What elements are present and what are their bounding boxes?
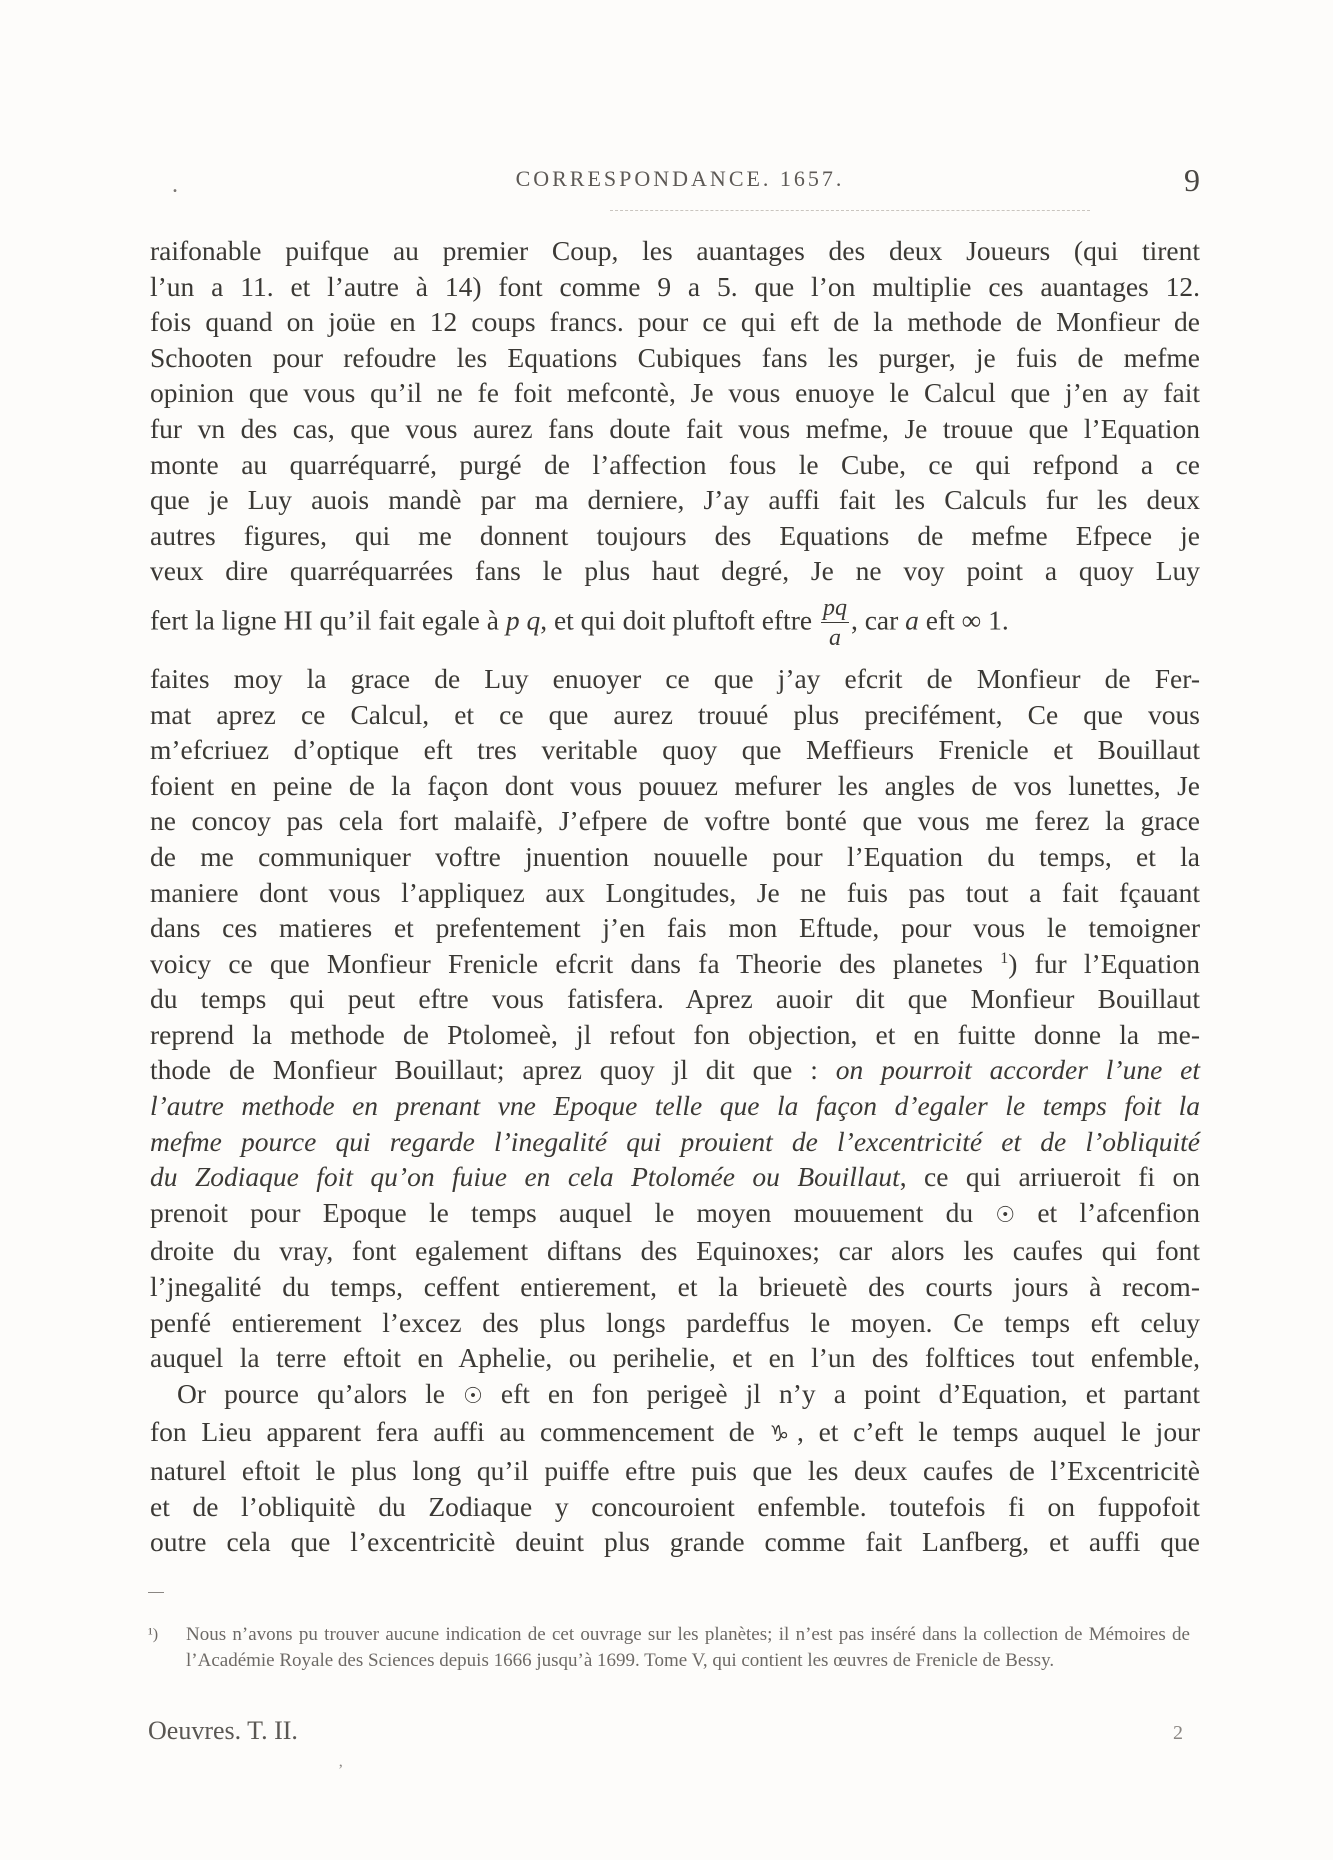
text-line: ne concoy pas cela fort malaifè, J’efpere de voftre bonté que vous me ferez la grace [150,805,1200,837]
running-head-dot: . [172,172,178,198]
page-number: 9 [1184,162,1200,198]
text-line: que je Luy auois mandè par ma derniere, J’ay auffi fait les Calculs fur les deux [150,484,1200,516]
text-line [150,1195,1200,1234]
quotation-line: mefme pource qui regarde l’inegalité qui prouient de l’excentricité et de l’obliquité [150,1125,1200,1157]
quotation-italic: on pourroit accorder l’une et [835,1054,1200,1086]
text-segment: , ce qui arriueroit fi on [899,1161,1200,1193]
text-segment: eft en fon perigeè jl n’y a point d’Equation, et partant [482,1377,1200,1409]
paragraph-2 [150,1376,1200,1560]
text-line: Schooten pour refoudre les Equations Cubiques fans les purger, je fuis de mefme [150,341,1200,373]
footnote-text: Nous n’avons pu trouver aucune indication de cet ouvrage sur les planètes; il n’est pas inséré dans la collection de Mémoires de l’Académie Royale des Sciences depuis 1666 jusqu’à 1699. Tome V, qui contient les œuvres de Frenicle de Bessy. [186,1624,1190,1671]
text-line: veux dire quarréquarrées fans le plus haut degré, Je ne voy point a quoy Luy [150,555,1200,587]
text-line [150,1159,1200,1195]
text-segment: et l’afcenfion [1015,1196,1200,1228]
footnote-reference: 1 [1000,949,1009,967]
capricorn-symbol-icon: ♑ [769,1422,798,1448]
math-a: a [905,604,919,636]
stray-mark: ’ [338,1762,344,1779]
text-segment: , et qui doit pluftoft eftre [540,604,819,636]
text-line: outre cela que l’excentricitè deuint plus grande comme fait Lanfberg, et auffi que [150,1526,1200,1558]
text-segment: ) fur l’Equation [1008,947,1200,979]
text-segment: , car [850,604,906,636]
text-line: de me communiquer voftre jnuention nouuelle pour l’Equation du temps, et la [150,840,1200,872]
sun-symbol-icon: ☉ [995,1202,1016,1228]
signature-mark: Oeuvres. T. II. [148,1716,298,1745]
text-line [150,1414,1200,1453]
fraction-line [150,596,1200,650]
text-segment: , et c’eft le temps auquel le jour [797,1416,1200,1448]
text-line: reprend la methode de Ptolomeè, jl refout fon objection, et en fuitte donne la me- [150,1018,1200,1050]
text-line: faites moy la grace de Luy enuoyer ce que j’ay efcrit de Monfieur de Fer- [150,662,1200,694]
text-line: opinion que vous qu’il ne fe foit mefcontè, Je vous enuoye le Calcul que j’en ay fait [150,377,1200,409]
letter-body [150,233,1200,1560]
math-pq: p q [505,604,541,636]
text-line: raifonable puifque au premier Coup, les auantages des deux Joueurs (qui tirent [150,235,1200,266]
text-line [150,946,1200,982]
fraction-numerator: pq [822,594,847,621]
text-segment: eft ∞ 1. [918,604,1009,636]
signature-number: 2 [1173,1722,1183,1744]
footnote [150,1622,1190,1674]
quotation-italic: du Zodiaque foit qu’on fuiue en cela Ptolomée ou Bouillaut [150,1161,900,1193]
footnote-rule [148,1592,164,1593]
text-segment: thode de Monfieur Bouillaut; aprez quoy jl dit que : [150,1054,836,1086]
quotation-line: l’autre methode en prenant vne Epoque telle que la façon d’egaler le temps foit la [150,1090,1200,1122]
text-line: m’efcriuez d’optique eft tres veritable quoy que Meffieurs Frenicle et Bouillaut [150,734,1200,766]
text-line: naturel eftoit le plus long qu’il puiffe eftre puis que les deux caufes de l’Excentricitè [150,1455,1200,1486]
text-line: autres figures, qui me donnent toujours des Equations de mefme Efpece je [150,519,1200,551]
text-line [150,1376,1200,1415]
sun-symbol-icon: ☉ [463,1383,483,1409]
fraction-denominator: a [828,624,841,651]
text-segment: fert la ligne HI qu’il fait egale à [150,604,506,636]
text-segment: fon Lieu apparent fera auffi au commencement de [150,1416,770,1448]
text-line: maniere dont vous l’appliquez aux Longitudes, Je ne fuis pas tout a fait fçauant [150,876,1200,908]
text-line: mat aprez ce Calcul, et ce que aurez trouué plus precifément, Ce que vous [150,698,1200,730]
text-segment: voicy ce que Monfieur Frenicle efcrit dans fa Theorie des planetes [150,947,1001,979]
footnote-marker: ¹) [148,1626,159,1643]
text-line: dans ces matieres et prefentement j’en fais mon Eftude, pour vous le temoigner [150,912,1200,944]
text-line: du temps qui peut eftre vous fatisfera. Aprez auoir dit que Monfieur Bouillaut [150,983,1200,1015]
text-segment: Or pource qu’alors le [177,1377,464,1409]
running-head-title: CORRESPONDANCE. 1657. [515,166,845,191]
fraction-pq-over-a [821,596,849,650]
text-line: l’un a 11. et l’autre à 14) font comme 9 a 5. que l’on multiplie ces auantages 12. [150,270,1200,302]
text-line: fois quand on joüe en 12 coups francs. pour ce qui eft de la methode de Monfieur de [150,306,1200,338]
text-line [150,1052,1200,1088]
text-line: auquel la terre eftoit en Aphelie, ou perihelie, et en l’un des folftices tout enfemble, [150,1342,1200,1374]
running-head [150,162,1200,206]
text-line: l’jnegalité du temps, ceffent entierement, et la brieuetè des courts jours à recom- [150,1271,1200,1303]
text-segment: prenoit pour Epoque le temps auquel le moyen mouuement du [150,1196,996,1228]
text-line: fur vn des cas, que vous aurez fans doute fait vous mefme, Je trouue que l’Equation [150,412,1200,444]
text-line: monte au quarréquarré, purgé de l’affection fous le Cube, ce qui refpond a ce [150,448,1200,480]
paragraph-1 [150,233,1200,1376]
text-line: et de l’obliquitè du Zodiaque y concouroient enfemble. toutefois fi on fuppofoit [150,1490,1200,1522]
header-rule [610,210,1090,211]
text-line: droite du vray, font egalement diftans des Equinoxes; car alors les caufes qui font [150,1235,1200,1267]
text-line: foient en peine de la façon dont vous pouuez mefurer les angles de vos lunettes, Je [150,769,1200,801]
text-line: penfé entierement l’excez des plus longs pardeffus le moyen. Ce temps eft celuy [150,1306,1200,1338]
